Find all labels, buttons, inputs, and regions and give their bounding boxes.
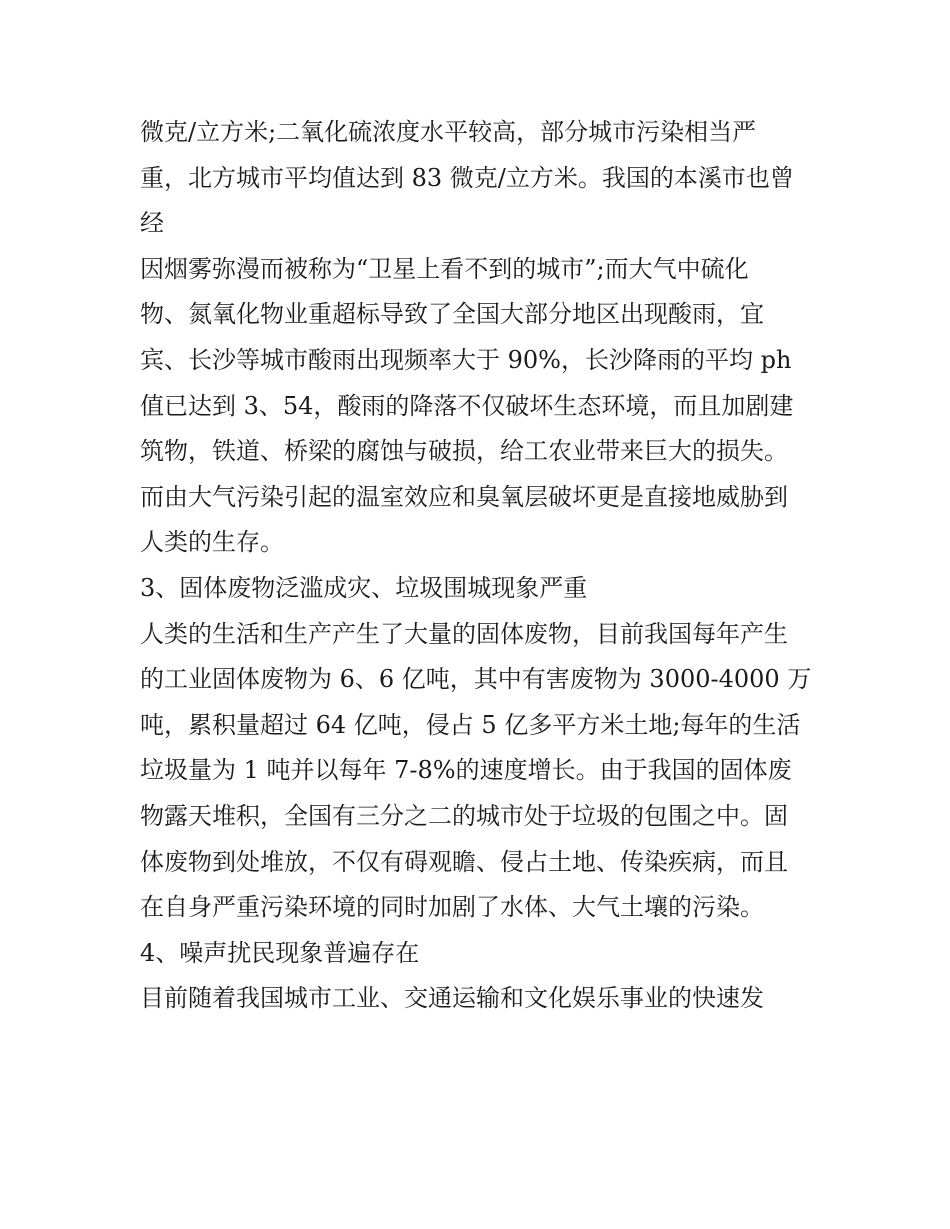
text-line: 垃圾量为 1 吨并以每年 7-8%的速度增长。由于我国的固体废	[140, 756, 792, 785]
text-line: 吨，累积量超过 64 亿吨，侵占 5 亿多平方米土地;每年的生活	[140, 710, 801, 739]
text-line: 在自身严重污染环境的同时加剧了水体、大气土壤的污染。	[140, 893, 764, 922]
text-line: 人类的生存。	[140, 528, 284, 557]
text-line: 宾、长沙等城市酸雨出现频率大于 90%，长沙降雨的平均 ph	[140, 345, 792, 374]
text-line: 人类的生活和生产产生了大量的固体废物，目前我国每年产生	[140, 619, 788, 648]
text-line: 物露天堆积，全国有三分之二的城市处于垃圾的包围之中。固	[140, 801, 788, 830]
document-body	[140, 110, 820, 1022]
text-line: 的工业固体废物为 6、6 亿吨，其中有害废物为 3000-4000 万	[140, 665, 812, 694]
text-line: 值已达到 3、54，酸雨的降落不仅破坏生态环境，而且加剧建	[140, 391, 794, 420]
text-line: 重，北方城市平均值达到 83 微克/立方米。我国的本溪市也曾	[140, 163, 794, 192]
text-line: 微克/立方米;二氧化硫浓度水平较高，部分城市污染相当严	[140, 118, 757, 146]
text-line: 目前随着我国城市工业、交通运输和文化娱乐事业的快速发	[140, 984, 764, 1013]
text-line: 而由大气污染引起的温室效应和臭氧层破坏更是直接地威胁到	[140, 482, 788, 511]
text-line: 经	[140, 209, 164, 238]
text-line: 体废物到处堆放，不仅有碍观瞻、侵占土地、传染疾病，而且	[140, 847, 788, 876]
section-heading: 3、固体废物泛滥成灾、垃圾围城现象严重	[140, 573, 588, 602]
section-heading: 4、噪声扰民现象普遍存在	[140, 938, 420, 967]
text-line: 因烟雾弥漫而被称为“卫星上看不到的城市”;而大气中硫化	[140, 254, 749, 283]
text-line: 物、氮氧化物业重超标导致了全国大部分地区出现酸雨，宜	[140, 300, 764, 329]
text-line: 筑物，铁道、桥梁的腐蚀与破损，给工农业带来巨大的损失。	[140, 437, 788, 466]
